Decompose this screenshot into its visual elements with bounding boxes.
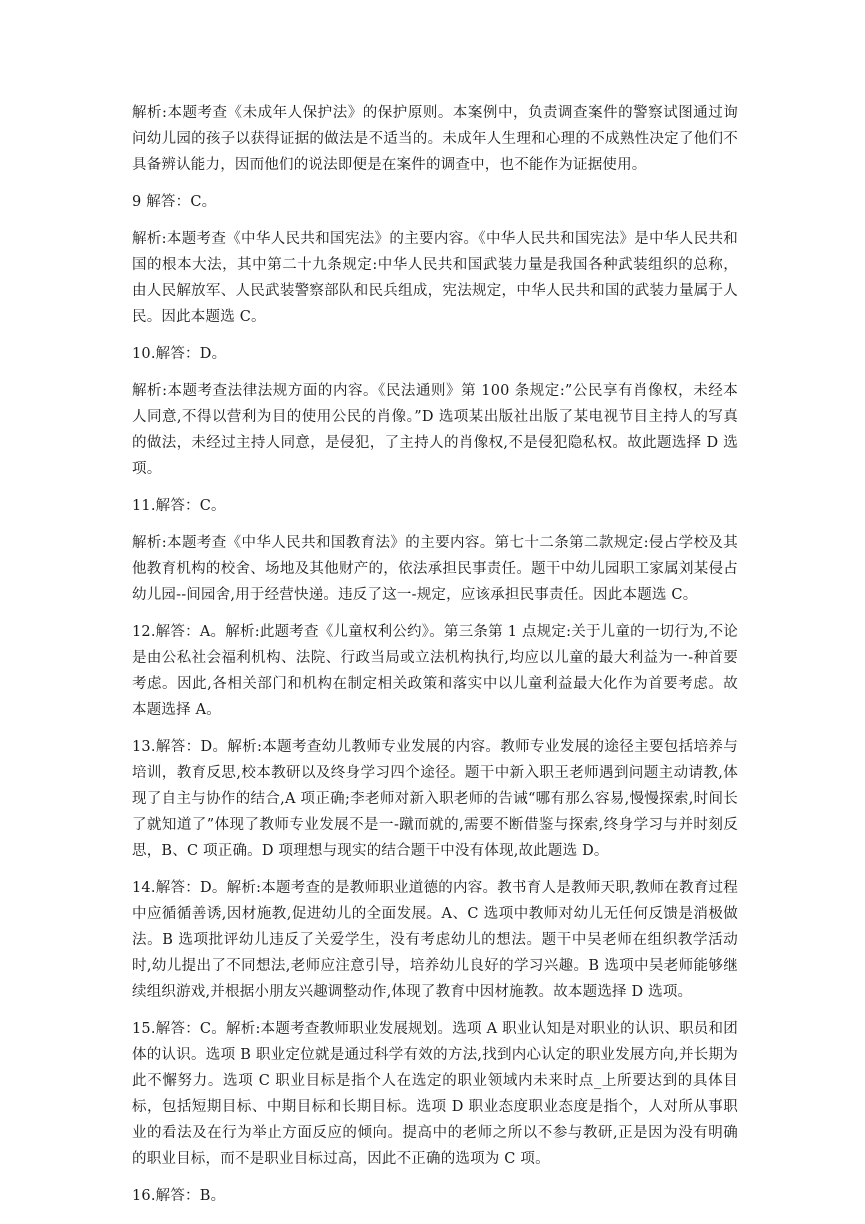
answer-with-analysis: 14.解答：D。解析:本题考查的是教师职业道德的内容。教书育人是教师天职,教师在教育过程中应循循善诱,因材施教,促进幼儿的全面发展。A、C 选项中教师对幼儿无任何反馈是消极做法。B 选项批评幼儿违反了关爱学生，没有考虑幼儿的想法。题干中吴老师在组织教学活动时,幼儿提出了不同想法,老师应注意引导，培养幼儿良好的学习兴趣。B 选项中吴老师能够继续组织游戏,并根据小朋友兴趣调整动作,体现了教育中因材施教。故本题选择 D 选项。 — [132, 880, 738, 1000]
answer-line: 11.解答：C。 — [132, 498, 226, 514]
answer-line: 9 解答：C。 — [132, 194, 217, 210]
answer-line: 10.解答：D。 — [132, 346, 227, 362]
analysis-paragraph: 解析:本题考查《中华人民共和国教育法》的主要内容。第七十二条第二款规定:侵占学校及其他教育机构的校舍、场地及其他财产的，依法承担民事责任。题干中幼儿园职工家属刘某侵占幼儿园--间园舍,用于经营快递。违反了这一-规定，应该承担民事责任。因此本题选 C。 — [132, 535, 738, 603]
analysis-paragraph: 解析:本题考查《中华人民共和国宪法》的主要内容。《中华人民共和国宪法》是中华人民共和国的根本大法，其中第二十九条规定:中华人民共和国武装力量是我国各种武装组织的总称，由人民解放军、人民武装警察部队和民兵组成，宪法规定，中华人民共和国的武装力量属于人民。因此本题选 C。 — [132, 231, 738, 325]
answer-with-analysis: 15.解答：C。解析:本题考查教师职业发展规划。选项 A 职业认知是对职业的认识、职员和团体的认识。选项 B 职业定位就是通过科学有效的方法,找到内心认定的职业发展方向,并长期为此不懈努力。选项 C 职业目标是指个人在选定的职业领域内未来时点_上所要达到的具体目标，包括短期目标、中期目标和长期目标。选项 D 职业态度职业态度是指个，人对所从事职业的看法及在行为举止方面反应的倾向。提高中的老师之所以不参与教研,正是因为没有明确的职业目标，而不是职业目标过高，因此不正确的选项为 C 项。 — [132, 1021, 738, 1167]
analysis-paragraph: 解析:本题考查法律法规方面的内容。《民法通则》第 100 条规定:”公民享有肖像权，未经本人同意,不得以营利为目的使用公民的肖像。”D 选项某出版社出版了某电视节目主持人的写真的做法，未经过主持人同意，是侵犯，了主持人的肖像权,不是侵犯隐私权。故此题选择 D 选项。 — [132, 383, 738, 477]
answer-with-analysis: 12.解答：A。解析:此题考查《儿童权利公约》。第三条第 1 点规定:关于儿童的一切行为,不论是由公私社会福利机构、法院、行政当局或立法机构执行,均应以儿童的最大利益为一-种首要考虑。因此,各相关部门和机构在制定相关政策和落实中以儿童利益最大化作为首要考虑。故本题选择 A。 — [132, 624, 738, 718]
analysis-paragraph: 解析:本题考查《未成年人保护法》的保护原则。本案例中，负责调查案件的警察试图通过询问幼儿园的孩子以获得证据的做法是不适当的。未成年人生理和心理的不成熟性决定了他们不具备辨认能力，因而他们的说法即便是在案件的调查中，也不能作为证据使用。 — [132, 105, 738, 173]
answer-with-analysis: 13.解答：D。解析:本题考查幼儿教师专业发展的内容。教师专业发展的途径主要包括培养与培训，教育反思,校本教研以及终身学习四个途径。题干中新入职王老师遇到问题主动请教,体现了自主与协作的结合,A 项正确;李老师对新入职老师的告诫“哪有那么容易,慢慢探索,时间长了就知道了”体现了教师专业发展不是一-蹴而就的,需要不断借鉴与探索,终身学习与并时刻反思，B、C 项正确。D 项理想与现实的结合题干中没有体现,故此题选 D。 — [132, 739, 738, 859]
answer-line: 16.解答：B。 — [132, 1188, 226, 1204]
document-page — [132, 100, 738, 1220]
